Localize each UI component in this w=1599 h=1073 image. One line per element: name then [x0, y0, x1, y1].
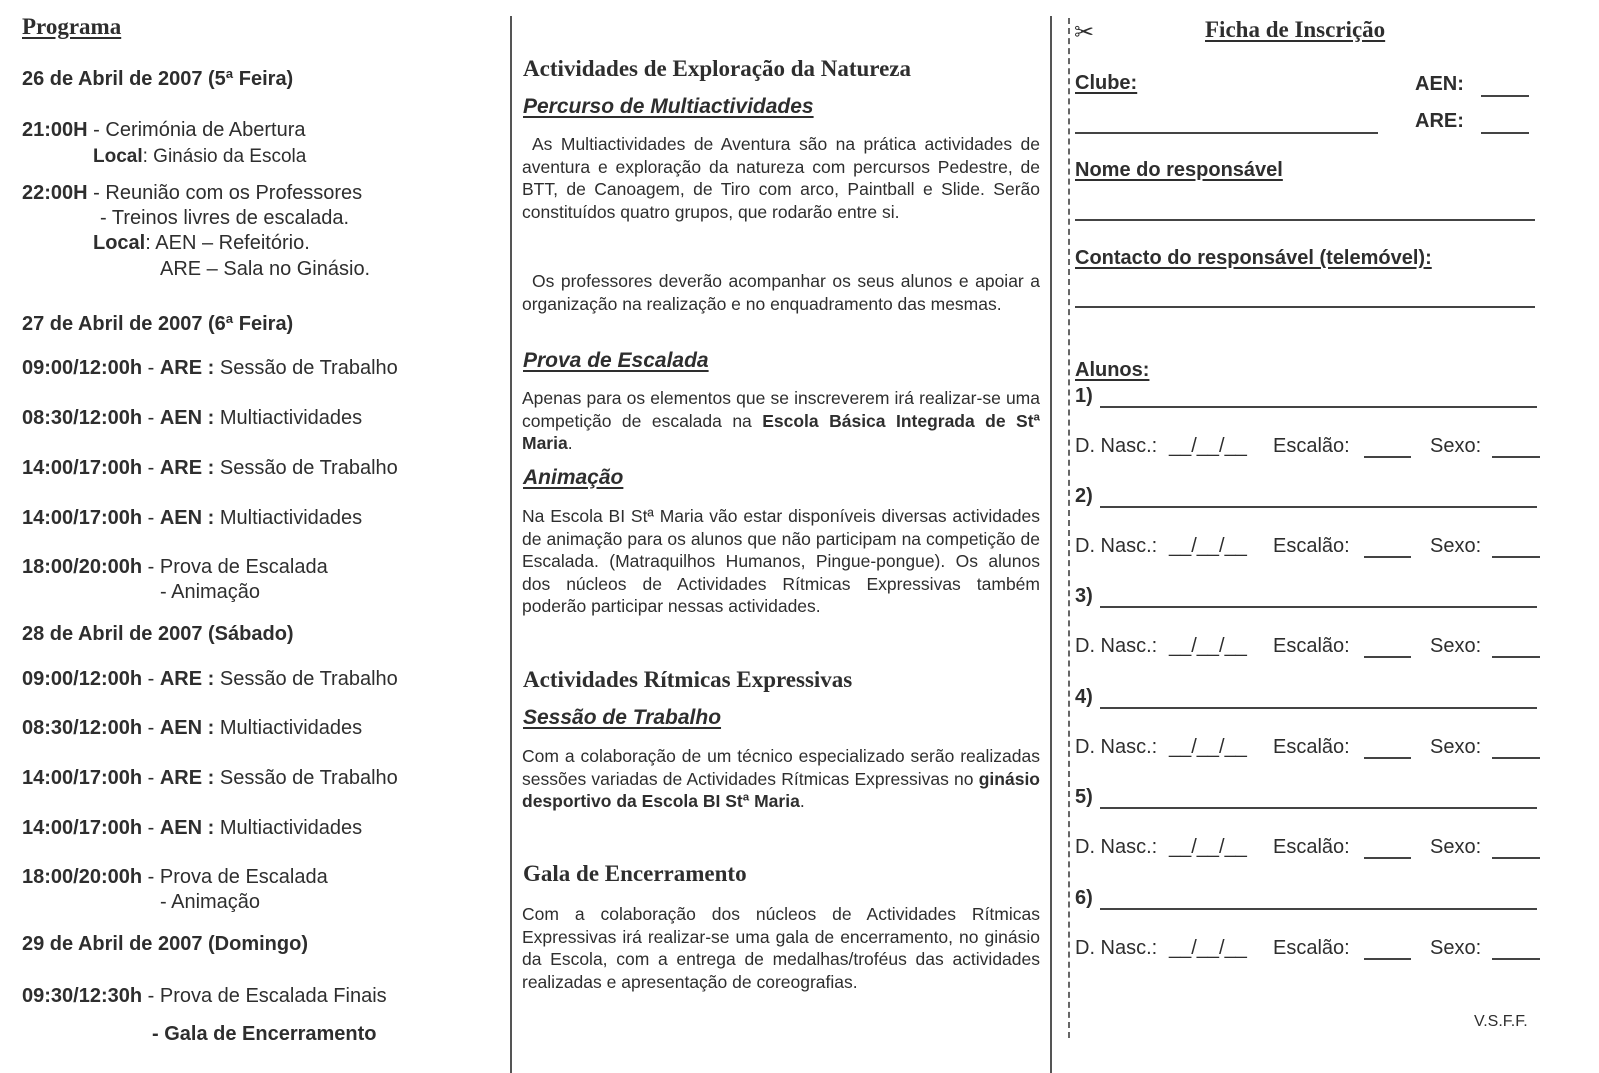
item-group: AEN :	[159, 407, 215, 429]
aluno-sexo-field[interactable]	[1492, 757, 1540, 759]
item-time: 22:00H	[22, 182, 88, 204]
aluno-name-field[interactable]	[1100, 908, 1537, 910]
schedule-item: 08:30/12:00h - AEN : Multiactividades	[22, 717, 363, 739]
item-text: - Reunião com os Professores	[87, 182, 363, 204]
item-text: Sessão de Trabalho	[219, 357, 398, 379]
aluno-nasc-label: D. Nasc.:	[1075, 937, 1158, 959]
aluno-sexo-field[interactable]	[1492, 958, 1540, 960]
local-label: Local	[93, 232, 146, 254]
schedule-item: 14:00/17:00h - ARE : Sessão de Trabalho	[22, 457, 398, 479]
gala-heading: Gala de Encerramento	[523, 861, 747, 886]
schedule-item	[22, 119, 306, 142]
alunos-label: Alunos:	[1075, 359, 1150, 381]
aluno-name-field[interactable]	[1100, 606, 1537, 608]
programa-column	[0, 0, 510, 1073]
aluno-escalao-field[interactable]	[1364, 958, 1411, 960]
contacto-label: Contacto do responsável (telemóvel):	[1075, 247, 1432, 269]
nome-label: Nome do responsável	[1075, 159, 1283, 181]
item-extra: - Gala de Encerramento	[152, 1023, 377, 1045]
aluno-nasc-label: D. Nasc.:	[1075, 635, 1158, 657]
item-time: 14:00/17:00h	[22, 507, 143, 529]
schedule-item: 09:00/12:00h - ARE : Sessão de Trabalho	[22, 357, 398, 379]
aluno-sexo-label: Sexo:	[1430, 535, 1482, 557]
aluno-name-field[interactable]	[1100, 807, 1537, 809]
aluno-nasc-label: D. Nasc.:	[1075, 836, 1158, 858]
column-divider-left	[510, 16, 512, 1073]
clube-field[interactable]	[1075, 132, 1378, 134]
scissors-icon: ✂	[1074, 19, 1095, 46]
aluno-name-field[interactable]	[1100, 506, 1537, 508]
local-text-2: ARE – Sala no Ginásio.	[160, 258, 371, 280]
are-field[interactable]	[1481, 132, 1529, 134]
schedule-item: 18:00/20:00h - Prova de Escalada	[22, 866, 328, 888]
item-text: Prova de Escalada Finais	[159, 985, 387, 1007]
local-label: Local	[93, 146, 143, 167]
aluno-escalao-label: Escalão:	[1273, 635, 1350, 657]
item-group: AEN :	[159, 717, 215, 739]
aluno-name-field[interactable]	[1100, 707, 1537, 709]
natureza-heading: Actividades de Exploração da Natureza	[523, 56, 912, 81]
item-text: Prova de Escalada	[159, 556, 328, 578]
aluno-nasc-label: D. Nasc.:	[1075, 535, 1158, 557]
nome-field[interactable]	[1075, 219, 1535, 221]
escalada-heading: Prova de Escalada	[523, 349, 709, 372]
aluno-escalao-field[interactable]	[1364, 556, 1411, 558]
column-divider-right	[1050, 16, 1052, 1073]
item-group: ARE :	[159, 668, 215, 690]
item-text: Multiactividades	[219, 507, 363, 529]
day-heading: 28 de Abril de 2007 (Sábado)	[22, 623, 294, 645]
local-text: : Ginásio da Escola	[142, 146, 307, 167]
aluno-nasc-field[interactable]: __/__/__	[1169, 937, 1247, 959]
ritmicas-heading: Actividades Rítmicas Expressivas	[523, 667, 853, 692]
aluno-nasc-field[interactable]: __/__/__	[1169, 836, 1247, 858]
aluno-number: 4)	[1075, 686, 1093, 708]
item-text: Prova de Escalada	[159, 866, 328, 888]
aluno-sexo-label: Sexo:	[1430, 635, 1482, 657]
text: Com a colaboração de um técnico especializado serão realizadas sessões variadas de Actividades Rítmicas Expressivas no	[522, 746, 1040, 789]
schedule-item: 08:30/12:00h - AEN : Multiactividades	[22, 407, 363, 429]
bold-text: Escola Básica Integrada de Stª Maria	[522, 410, 1041, 454]
schedule-item	[22, 182, 362, 205]
schedule-item: 09:30/12:30h - Prova de Escalada Finais	[22, 985, 387, 1007]
item-time: 18:00/20:00h	[22, 556, 143, 578]
item-time: 09:00/12:00h	[22, 668, 143, 690]
aluno-escalao-field[interactable]	[1364, 857, 1411, 859]
item-text: Sessão de Trabalho	[219, 668, 398, 690]
day-heading: 26 de Abril de 2007 (5ª Feira)	[22, 68, 294, 90]
item-group: ARE :	[159, 457, 215, 479]
item-text: Multiactividades	[219, 717, 363, 739]
item-time: 21:00H	[22, 119, 88, 141]
aen-field[interactable]	[1481, 95, 1529, 97]
aluno-number: 1)	[1075, 385, 1093, 407]
item-text: - Cerimónia de Abertura	[87, 119, 306, 141]
item-time: 18:00/20:00h	[22, 866, 143, 888]
item-group: AEN :	[159, 817, 215, 839]
schedule-item: 09:00/12:00h - ARE : Sessão de Trabalho	[22, 668, 398, 690]
item-local	[93, 232, 310, 255]
aluno-escalao-label: Escalão:	[1273, 736, 1350, 758]
ficha-title: Ficha de Inscrição	[1205, 17, 1386, 42]
bold-text: ginásio desportivo da Escola BI Stª Maria	[522, 768, 1040, 812]
item-text: Sessão de Trabalho	[219, 767, 398, 789]
schedule-item: 14:00/17:00h - ARE : Sessão de Trabalho	[22, 767, 398, 789]
text: .	[799, 791, 805, 812]
aluno-escalao-field[interactable]	[1364, 757, 1411, 759]
aluno-number: 3)	[1075, 585, 1093, 607]
aluno-escalao-label: Escalão:	[1273, 836, 1350, 858]
schedule-item: 14:00/17:00h - AEN : Multiactividades	[22, 507, 363, 529]
aluno-number: 5)	[1075, 786, 1093, 808]
item-time: 09:00/12:00h	[22, 357, 143, 379]
are-label: ARE:	[1415, 110, 1464, 132]
schedule-item: 14:00/17:00h - AEN : Multiactividades	[22, 817, 363, 839]
aluno-nasc-field[interactable]: __/__/__	[1169, 736, 1247, 758]
local-text: : AEN – Refeitório.	[145, 232, 310, 254]
aluno-escalao-label: Escalão:	[1273, 937, 1350, 959]
aluno-name-field[interactable]	[1100, 406, 1537, 408]
item-time: 14:00/17:00h	[22, 457, 143, 479]
item-time: 14:00/17:00h	[22, 767, 143, 789]
percurso-paragraph-1: As Multiactividades de Aventura são na prática actividades de aventura e exploração da natureza com percursos Pedestre, de BTT, de Canoagem, de Tiro com arco, Paintball e Slide. Serão constituídos quatro grupos, que rodarão entre si.	[522, 134, 1040, 222]
sessao-heading: Sessão de Trabalho	[523, 706, 722, 729]
contacto-field[interactable]	[1075, 306, 1535, 308]
aluno-sexo-label: Sexo:	[1430, 836, 1482, 858]
schedule-item: 18:00/20:00h - Prova de Escalada	[22, 556, 328, 578]
animacao-paragraph: Na Escola BI Stª Maria vão estar disponíveis diversas actividades de animação para os alunos que não participam na competição de Escalada. (Matraquilhos Humanos, Pingue-pongue). Os alunos dos núcleos de Actividades Rítmicas Expressivas também poderão participar nessas actividades.	[522, 506, 1040, 617]
escalada-paragraph	[522, 387, 1040, 455]
item-text: Sessão de Trabalho	[219, 457, 398, 479]
aluno-nasc-label: D. Nasc.:	[1075, 435, 1158, 457]
item-time: 08:30/12:00h	[22, 717, 143, 739]
item-extra: - Animação	[160, 891, 261, 913]
aluno-escalao-label: Escalão:	[1273, 435, 1350, 457]
aluno-sexo-label: Sexo:	[1430, 736, 1482, 758]
text: Apenas para os elementos que se inscreverem irá realizar-se uma competição de escalada na	[522, 388, 1040, 431]
cut-line	[1068, 18, 1070, 1038]
animacao-heading: Animação	[523, 466, 624, 489]
percurso-paragraph-2: Os professores deverão acompanhar os seus alunos e apoiar a organização na realização e no enquadramento das mesmas.	[522, 271, 1040, 314]
aluno-escalao-field[interactable]	[1364, 656, 1411, 658]
aluno-number: 6)	[1075, 887, 1093, 909]
item-group: ARE :	[159, 767, 215, 789]
aluno-nasc-field[interactable]: __/__/__	[1169, 535, 1247, 557]
item-group: ARE :	[159, 357, 215, 379]
item-local	[93, 146, 306, 168]
aluno-sexo-field[interactable]	[1492, 556, 1540, 558]
sessao-paragraph	[522, 745, 1040, 813]
item-text: Multiactividades	[219, 407, 363, 429]
aluno-sexo-label: Sexo:	[1430, 937, 1482, 959]
day-heading: 27 de Abril de 2007 (6ª Feira)	[22, 313, 294, 335]
aluno-nasc-field[interactable]: __/__/__	[1169, 635, 1247, 657]
item-extra: - Animação	[160, 581, 261, 603]
aen-label: AEN:	[1415, 73, 1464, 95]
aluno-nasc-field[interactable]: __/__/__	[1169, 435, 1247, 457]
percurso-heading: Percurso de Multiactividades	[523, 95, 814, 118]
item-time: 09:30/12:30h	[22, 985, 143, 1007]
item-extra: - Treinos livres de escalada.	[100, 207, 350, 229]
aluno-number: 2)	[1075, 485, 1093, 507]
item-group: AEN :	[159, 507, 215, 529]
aluno-sexo-field[interactable]	[1492, 857, 1540, 859]
footer-vsff: V.S.F.F.	[1474, 1013, 1528, 1030]
clube-label: Clube:	[1075, 72, 1138, 94]
aluno-escalao-label: Escalão:	[1273, 535, 1350, 557]
aluno-sexo-field[interactable]	[1492, 456, 1540, 458]
item-time: 14:00/17:00h	[22, 817, 143, 839]
aluno-sexo-field[interactable]	[1492, 656, 1540, 658]
item-text: Multiactividades	[219, 817, 363, 839]
day-heading: 29 de Abril de 2007 (Domingo)	[22, 933, 308, 955]
aluno-sexo-label: Sexo:	[1430, 435, 1482, 457]
text: .	[567, 433, 573, 454]
gala-paragraph: Com a colaboração dos núcleos de Actividades Rítmicas Expressivas irá realizar-se uma gala de encerramento, no ginásio da Escola, com a entrega de medalhas/troféus das actividades realizadas e apresentação de coreografias.	[522, 904, 1040, 992]
aluno-escalao-field[interactable]	[1364, 456, 1411, 458]
item-time: 08:30/12:00h	[22, 407, 143, 429]
aluno-nasc-label: D. Nasc.:	[1075, 736, 1158, 758]
programa-title: Programa	[22, 14, 122, 39]
